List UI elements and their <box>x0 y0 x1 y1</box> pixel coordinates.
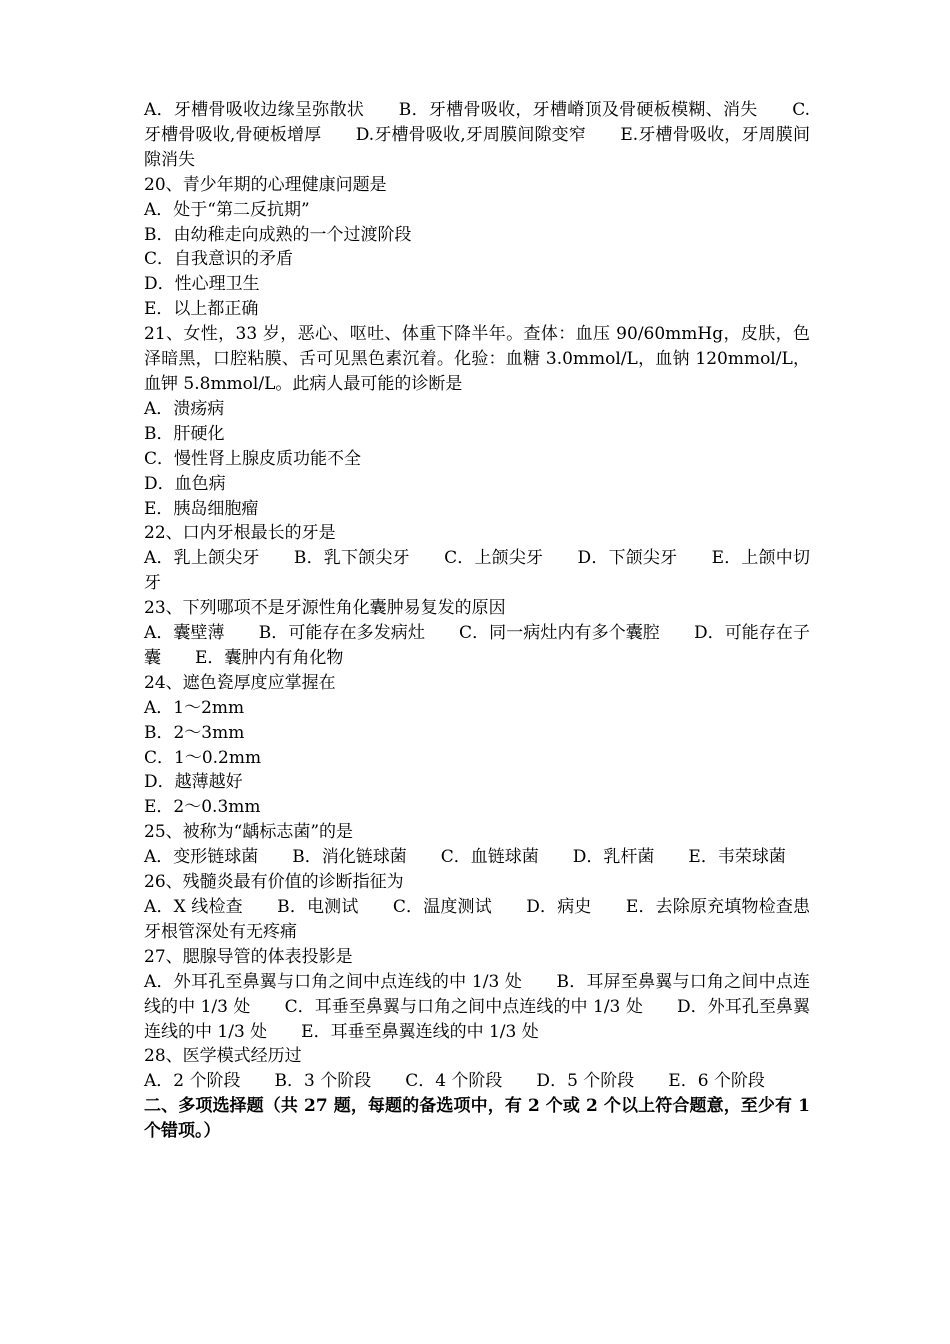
q23-options: A．囊壁薄 B．可能存在多发病灶 C．同一病灶内有多个囊腔 D．可能存在子囊 E．囊肿内有角化物 <box>144 623 810 668</box>
q21-option-c: C．慢性肾上腺皮质功能不全 <box>144 448 362 469</box>
q20-option-e: E．以上都正确 <box>144 299 259 320</box>
q23-stem: 23、下列哪项不是牙源性角化囊肿易复发的原因 <box>144 598 506 619</box>
q24-option-b: B．2～3mm <box>144 722 245 743</box>
q22-options: A．乳上颌尖牙 B．乳下颌尖牙 C．上颌尖牙 D．下颌尖牙 E．上颌中切牙 <box>144 548 810 594</box>
q21-option-e: E．胰岛细胞瘤 <box>144 498 259 519</box>
q28-stem: 28、医学模式经历过 <box>144 1046 302 1067</box>
q21-stem: 21、女性，33 岁，恶心、呕吐、体重下降半年。查体：血压 90/60mmHg，皮肤，色泽暗黑，口腔粘膜、舌可见黑色素沉着。化验：血糖 3.0mmol/L，血钠 120mmol/L，血钾 5.8mmol/L。此病人最可能的诊断是 <box>144 324 810 394</box>
document-body <box>144 98 810 1144</box>
q21-option-a: A．溃疡病 <box>144 398 225 419</box>
q26-options: A．X 线检查 B．电测试 C．温度测试 D．病史 E．去除原充填物检查患牙根管深处有无疼痛 <box>144 897 810 942</box>
q20-option-d: D．性心理卫生 <box>144 274 260 295</box>
q19-options: A．牙槽骨吸收边缘呈弥散状 B．牙槽骨吸收，牙槽嵴顶及骨硬板模糊、消失 C.牙槽骨吸收,骨硬板增厚 D.牙槽骨吸收,牙周膜间隙变窄 E.牙槽骨吸收，牙周膜间隙消失 <box>144 100 810 170</box>
q24-stem: 24、遮色瓷厚度应掌握在 <box>144 672 336 693</box>
q21-option-b: B．肝硬化 <box>144 423 225 444</box>
section-heading: 二、多项选择题（共 27 题，每题的备选项中，有 2 个或 2 个以上符合题意，至少有 1 个错项。） <box>144 1096 810 1142</box>
q20-option-a: A．处于“第二反抗期” <box>144 199 310 220</box>
q28-options: A．2 个阶段 B．3 个阶段 C．4 个阶段 D．5 个阶段 E．6 个阶段 <box>144 1071 765 1092</box>
q21-option-d: D．血色病 <box>144 473 226 494</box>
q24-option-e: E．2～0.3mm <box>144 797 261 818</box>
q20-option-b: B．由幼稚走向成熟的一个过渡阶段 <box>144 224 412 245</box>
q25-options: A．变形链球菌 B．消化链球菌 C．血链球菌 D．乳杆菌 E．韦荣球菌 <box>144 847 786 868</box>
q27-stem: 27、腮腺导管的体表投影是 <box>144 946 353 967</box>
q26-stem: 26、残髓炎最有价值的诊断指征为 <box>144 872 404 893</box>
q24-option-a: A．1～2mm <box>144 697 245 718</box>
q20-stem: 20、青少年期的心理健康问题是 <box>144 174 387 195</box>
q27-options: A．外耳孔至鼻翼与口角之间中点连线的中 1/3 处 B．耳屏至鼻翼与口角之间中点连线的中 1/3 处 C．耳垂至鼻翼与口角之间中点连线的中 1/3 处 D．外耳孔至鼻翼连线的中 1/3 处 E．耳垂至鼻翼连线的中 1/3 处 <box>144 971 810 1042</box>
q22-stem: 22、口内牙根最长的牙是 <box>144 523 336 544</box>
q25-stem: 25、被称为“龋标志菌”的是 <box>144 822 354 843</box>
q24-option-c: C．1～0.2mm <box>144 747 262 768</box>
q24-option-d: D．越薄越好 <box>144 772 243 793</box>
q20-option-c: C．自我意识的矛盾 <box>144 249 294 270</box>
